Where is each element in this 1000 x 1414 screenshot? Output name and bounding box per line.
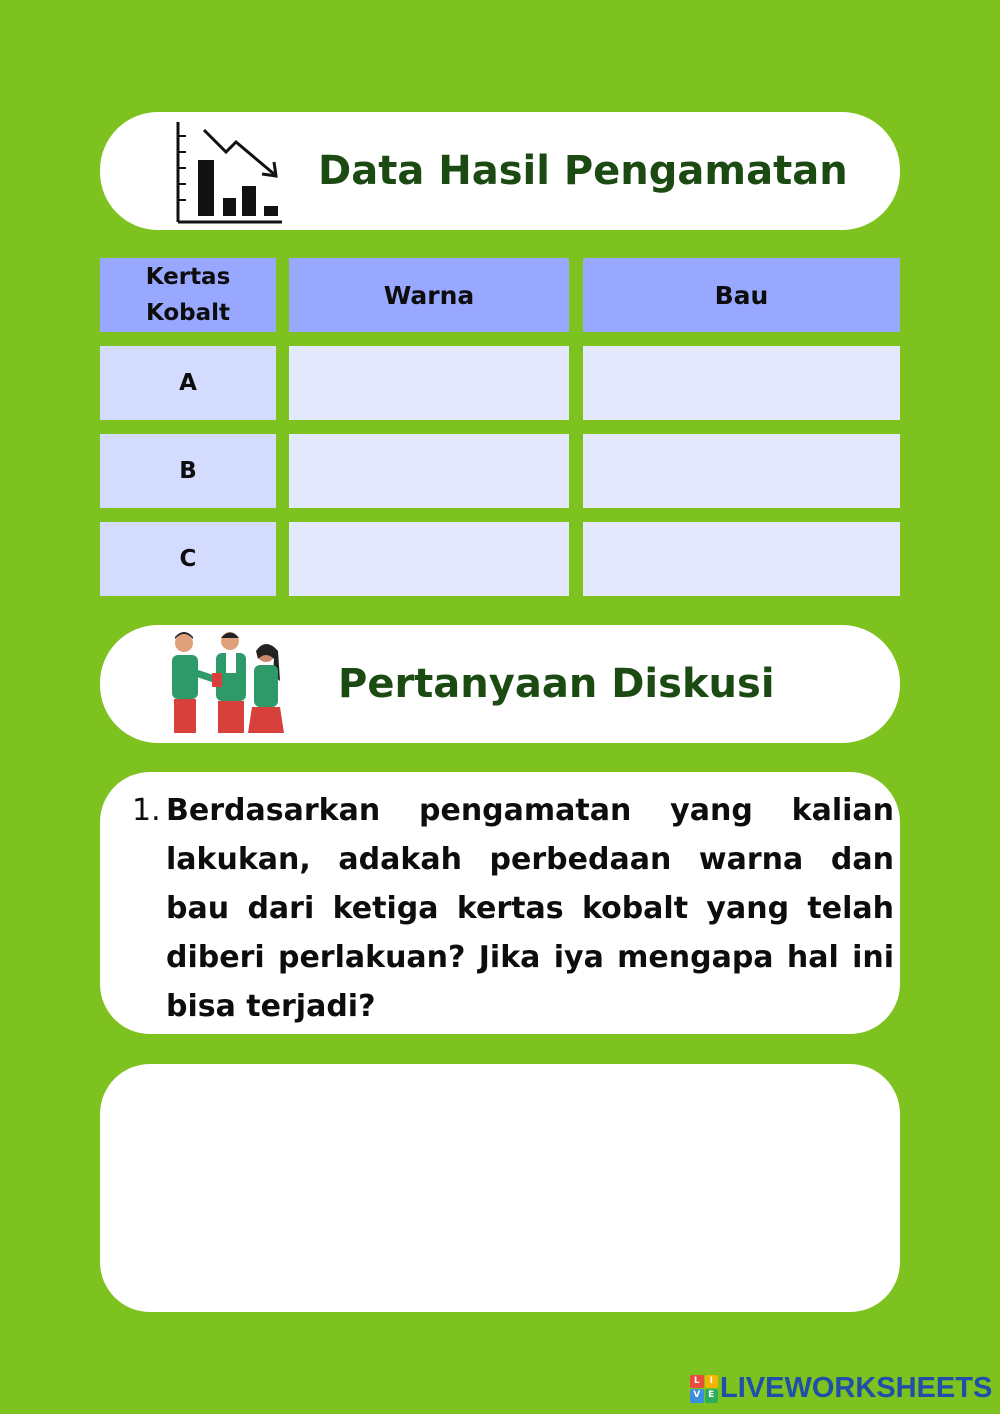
section-title-observation: Data Hasil Pengamatan — [318, 148, 848, 194]
table-header-warna: Warna — [289, 258, 569, 332]
question-number: 1. — [132, 793, 161, 828]
input-bau-b[interactable] — [583, 434, 900, 508]
input-bau-a[interactable] — [583, 346, 900, 420]
section-title-discussion: Pertanyaan Diskusi — [338, 661, 775, 707]
section-header-observation — [100, 112, 900, 230]
question-card — [100, 772, 900, 1034]
answer-input-area[interactable] — [100, 1064, 900, 1312]
input-warna-a[interactable] — [289, 346, 569, 420]
input-warna-b[interactable] — [289, 434, 569, 508]
liveworksheets-wordmark: LIVEWORKSHEETS — [720, 1372, 993, 1404]
liveworksheets-watermark — [690, 1372, 992, 1405]
liveworksheets-logo-icon: L I V E — [690, 1375, 718, 1403]
table-header-kertas-kobalt: Kertas Kobalt — [100, 258, 276, 332]
table-row-label-b: B — [100, 434, 276, 508]
bar-chart-decline-icon — [170, 118, 285, 226]
section-header-discussion — [100, 625, 900, 743]
table-row-label-c: C — [100, 522, 276, 596]
table-header-bau: Bau — [583, 258, 900, 332]
discussion-people-icon — [162, 629, 292, 741]
input-bau-c[interactable] — [583, 522, 900, 596]
input-warna-c[interactable] — [289, 522, 569, 596]
table-row-label-a: A — [100, 346, 276, 420]
question-text: Berdasarkan pengamatan yang kalian lakukan, adakah perbedaan warna dan bau dari ketiga kertas kobalt yang telah diberi perlakuan? Jika iya mengapa hal ini bisa terjadi? — [166, 793, 894, 1024]
